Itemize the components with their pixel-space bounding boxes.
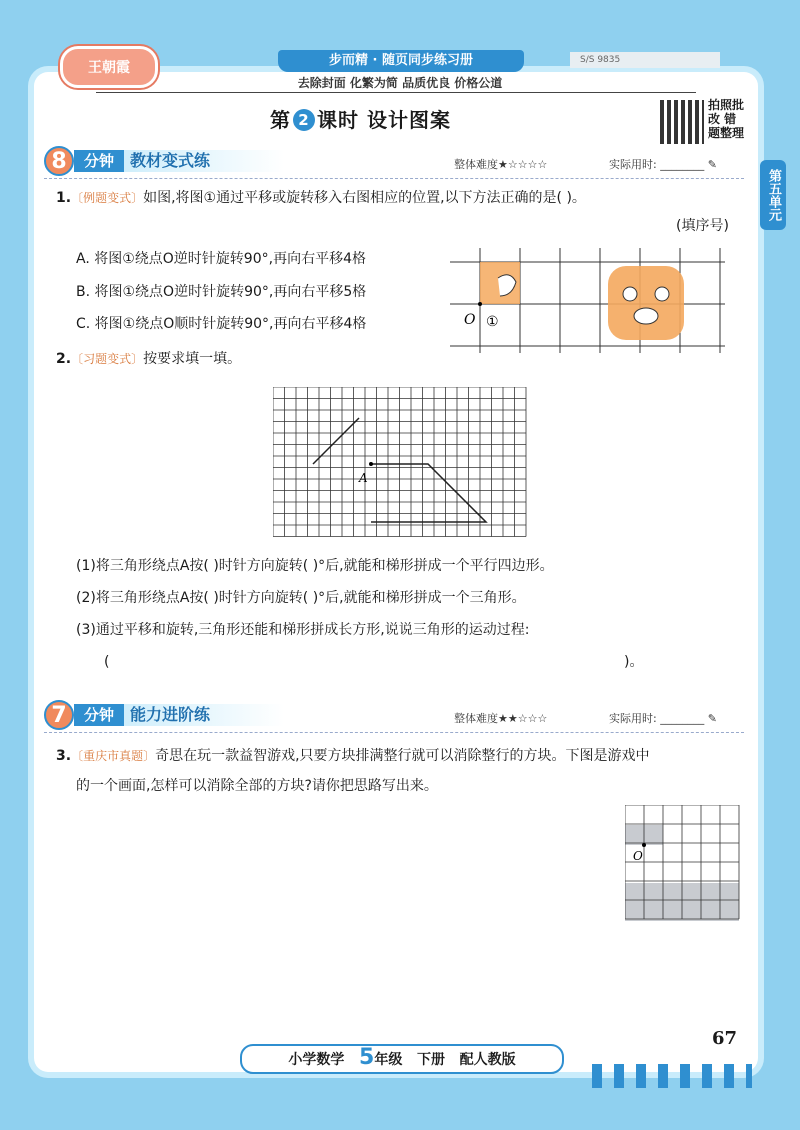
figure-1-label: ① <box>486 314 499 330</box>
section-info <box>454 710 794 726</box>
point-o-dot <box>642 843 646 847</box>
point-o-dot <box>478 302 482 306</box>
lesson-prefix: 第 <box>270 108 291 132</box>
footer-subject: 小学数学 <box>288 1052 345 1068</box>
series-banner: 步而精 · 随页同步练习册 <box>278 50 524 72</box>
question-number: 3. <box>56 748 72 764</box>
section-name: 教材变式练 <box>124 150 284 172</box>
slogan-divider <box>96 92 696 93</box>
time-label: 实际用时: <box>609 712 657 725</box>
question-tag: 〔例题变式〕 <box>71 191 144 205</box>
question-tag: 〔习题变式〕 <box>71 352 144 366</box>
cat-eye-left <box>623 287 637 301</box>
footer-edition: 配人教版 <box>459 1052 516 1068</box>
lesson-title <box>270 104 451 133</box>
cat-mouth <box>634 308 658 324</box>
top-code: S/S 9835 <box>570 52 720 68</box>
footer-term: 下册 <box>416 1052 445 1068</box>
point-o-label: O <box>633 849 643 863</box>
option-b[interactable]: B. 将图①绕点O逆时针旋转90°,再向右平移5格 <box>76 284 367 300</box>
question-text: 按要求填一填。 <box>143 351 242 367</box>
qr-caption: 拍照批改 错题整理 <box>708 98 745 140</box>
section-minutes-badge: 7 <box>44 700 74 730</box>
answer-hint: (填序号) <box>676 218 729 234</box>
section-name: 能力进阶练 <box>124 704 284 726</box>
question-text-line-2: 的一个画面,怎样可以消除全部的方块?请你把思路写出来。 <box>76 778 438 794</box>
slogan: 去除封面 化繁为简 品质优良 价格公道 <box>297 76 503 90</box>
answer-open-paren: ( <box>104 654 110 670</box>
q2-sub-3: (3)通过平移和旋转,三角形还能和梯形拼成长方形,说说三角形的运动过程: <box>76 622 530 638</box>
cat-eye-right <box>655 287 669 301</box>
triangle-edge <box>313 418 359 464</box>
q2-grid-lines <box>273 387 526 537</box>
question-tag: 〔重庆市真题〕 <box>71 749 156 763</box>
question-2 <box>56 349 241 369</box>
decorative-bars <box>592 1064 752 1088</box>
answer-close-paren: )。 <box>624 654 644 670</box>
difficulty-rating: 整体难度★☆☆☆☆ <box>454 158 548 171</box>
page-number: 67 <box>712 1028 738 1049</box>
question-3 <box>56 746 746 766</box>
time-used-label: 实际用时: ________ ✎ <box>609 158 717 171</box>
q2-sub-1: (1)将三角形绕点A按( )时针方向旋转( )°后,就能和梯形拼成一个平行四边形。 <box>76 558 554 574</box>
section-divider <box>44 178 744 179</box>
point-o-label: O <box>464 312 476 328</box>
time-used-label: 实际用时: ________ ✎ <box>609 712 717 725</box>
qr-code-icon[interactable] <box>660 100 704 144</box>
unit-side-tab: 第五单元 <box>760 160 786 230</box>
tetris-grid-figure <box>625 805 745 925</box>
question-number: 2. <box>56 351 72 367</box>
section-minutes-badge: 8 <box>44 146 74 176</box>
lesson-suffix: 课时 设计图案 <box>317 108 451 132</box>
q1-figure <box>450 248 730 358</box>
option-c[interactable]: C. 将图①绕点O顺时针旋转90°,再向右平移4格 <box>76 316 367 332</box>
question-text-line-1: 奇思在玩一款益智游戏,只要方块排满整行就可以消除整行的方块。下图是游戏中 <box>155 748 650 764</box>
footer-grade: 5 <box>359 1045 375 1070</box>
footer-grade-unit: 年级 <box>374 1052 403 1068</box>
logo-text: 王朝霞 <box>88 60 130 76</box>
brand-logo <box>60 46 158 88</box>
pencil-icon: ✎ <box>707 712 717 725</box>
q2-sub-2: (2)将三角形绕点A按( )时针方向旋转( )°后,就能和梯形拼成一个三角形。 <box>76 590 526 606</box>
point-a-label: A <box>359 471 368 485</box>
cat-face-image <box>608 266 684 340</box>
section-info <box>454 156 794 172</box>
question-number: 1. <box>56 190 72 206</box>
option-a[interactable]: A. 将图①绕点O逆时针旋转90°,再向右平移4格 <box>76 251 366 267</box>
lesson-number: 2 <box>293 109 315 131</box>
q2-grid-figure <box>273 387 527 545</box>
section-header-1 <box>44 146 754 176</box>
time-label: 实际用时: <box>609 158 657 171</box>
point-a-dot <box>369 462 373 466</box>
section-header-2 <box>44 700 754 730</box>
footer-bar <box>240 1044 564 1074</box>
difficulty-rating: 整体难度★★☆☆☆ <box>454 712 548 725</box>
section-minutes-label: 分钟 <box>74 704 124 726</box>
question-1 <box>56 188 746 208</box>
question-text: 如图,将图①通过平移或旋转移入右图相应的位置,以下方法正确的是( )。 <box>143 190 586 206</box>
section-minutes-label: 分钟 <box>74 150 124 172</box>
pencil-icon: ✎ <box>707 158 717 171</box>
section-divider <box>44 732 744 733</box>
